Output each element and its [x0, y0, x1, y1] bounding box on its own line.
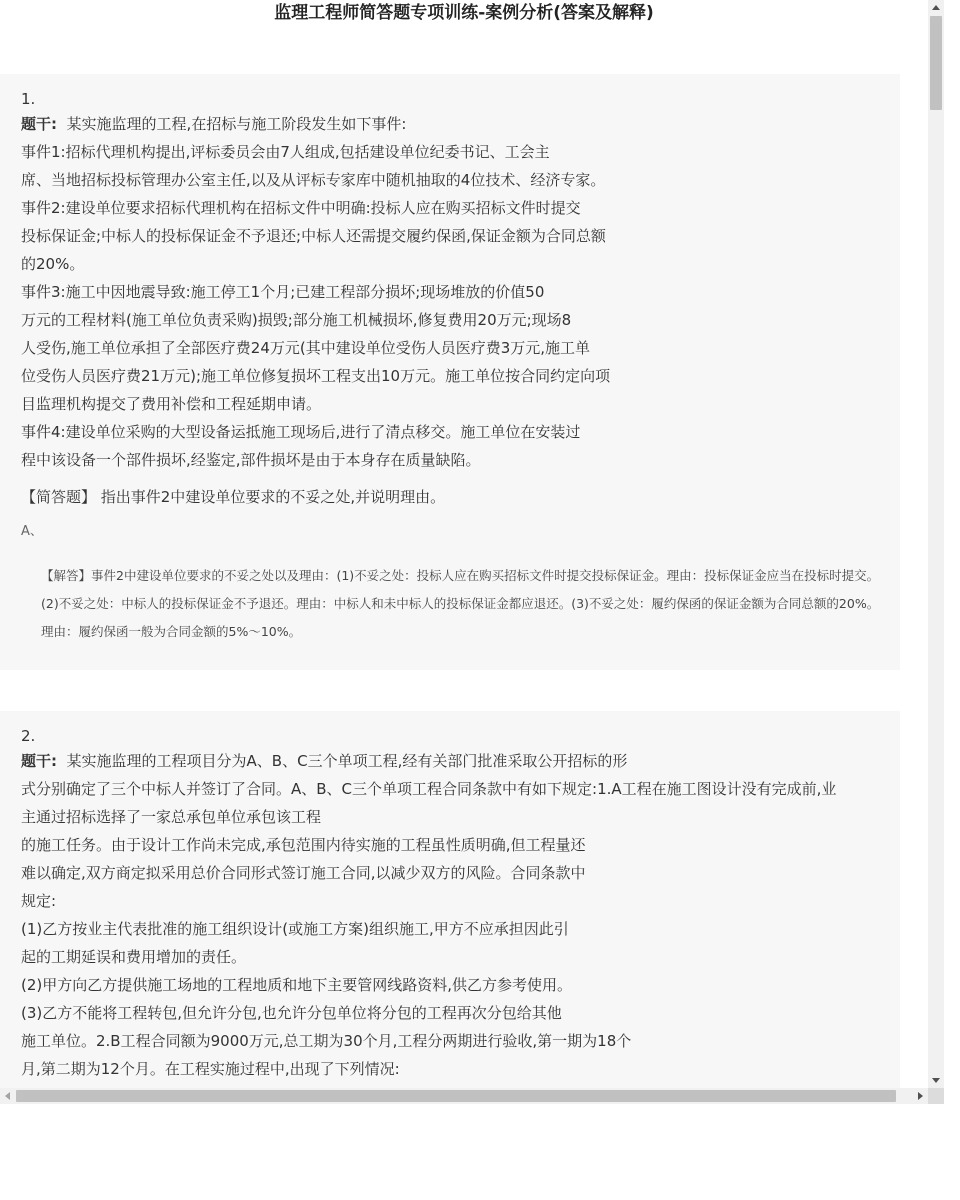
stem-line: (1)乙方按业主代表批准的施工组织设计(或施工方案)组织施工,甲方不应承担因此引 — [21, 920, 569, 938]
stem-line: 的施工任务。由于设计工作尚未完成,承包范围内待实施的工程虽性质明确,但工程量还 — [21, 836, 586, 854]
stem-line: 投标保证金;中标人的投标保证金不予退还;中标人还需提交履约保函,保证金额为合同总额 — [21, 227, 606, 245]
scroll-down-arrow-icon[interactable] — [932, 1078, 940, 1083]
vertical-scroll-thumb[interactable] — [930, 16, 942, 110]
short-answer-question: 【简答题】 指出事件2中建设单位要求的不妥之处,并说明理由。 — [21, 488, 446, 506]
page-title: 监理工程师简答题专项训练-案例分析(答案及解释) — [274, 3, 654, 23]
question-number: 2. — [21, 727, 36, 745]
scroll-right-arrow-icon[interactable] — [918, 1092, 923, 1100]
stem-line: 人受伤,施工单位承担了全部医疗费24万元(其中建设单位受伤人员医疗费3万元,施工单 — [21, 339, 591, 357]
question-number: 1. — [21, 90, 36, 108]
stem-line — [21, 747, 879, 775]
scroll-up-arrow-icon[interactable] — [932, 5, 940, 10]
stem-label: 题干: — [21, 752, 57, 770]
horizontal-scrollbar[interactable] — [0, 1088, 928, 1104]
stem-line: 难以确定,双方商定拟采用总价合同形式签订施工合同,以减少双方的风险。合同条款中 — [21, 864, 586, 882]
question-stem — [21, 110, 879, 474]
stem-line: 席、当地招标投标管理办公室主任,以及从评标专家库中随机抽取的4位技术、经济专家。 — [21, 171, 606, 189]
answer-explanation: 【解答】事件2中建设单位要求的不妥之处以及理由：(1)不妥之处：投标人应在购买招标文件时提交投标保证金。理由：投标保证金应当在投标时提交。(2)不妥之处：中标人的投标保证金不予退还。理由：中标人和未中标人的投标保证金都应退还。(3)不妥之处：履约保函的保证金额为合同总额的20%。理由：履约保函一般为合同金额的5%～10%。 — [41, 568, 880, 639]
question-card-2 — [0, 711, 900, 1088]
stem-line: 事件2:建设单位要求招标代理机构在招标文件中明确:投标人应在购买招标文件时提交 — [21, 199, 581, 217]
answer-option-a[interactable]: A、 — [21, 524, 43, 539]
stem-line — [21, 110, 879, 138]
scrollbar-corner — [928, 1088, 944, 1104]
scroll-left-arrow-icon[interactable] — [5, 1092, 10, 1100]
stem-line: 的20%。 — [21, 255, 85, 273]
stem-label: 题干: — [21, 115, 57, 133]
stem-line: 主通过招标选择了一家总承包单位承包该工程 — [21, 808, 322, 826]
stem-line: 规定: — [21, 892, 57, 910]
stem-line: 事件4:建设单位采购的大型设备运抵施工现场后,进行了清点移交。施工单位在安装过 — [21, 423, 581, 441]
stem-line: 施工单位。2.B工程合同额为9000万元,总工期为30个月,工程分两期进行验收,第一期为18个 — [21, 1032, 632, 1050]
stem-line: 万元的工程材料(施工单位负责采购)损毁;部分施工机械损坏,修复费用20万元;现场8 — [21, 311, 572, 329]
stem-line: 目监理机构提交了费用补偿和工程延期申请。 — [21, 395, 322, 413]
stem-line: 式分别确定了三个中标人并签订了合同。A、B、C三个单项工程合同条款中有如下规定:1.A工程在施工图设计没有完成前,业 — [21, 780, 837, 798]
horizontal-scroll-thumb[interactable] — [16, 1090, 896, 1102]
stem-line: 月,第二期为12个月。在工程实施过程中,出现了下列情况: — [21, 1060, 400, 1078]
stem-text: 某实施监理的工程,在招标与施工阶段发生如下事件: — [66, 115, 407, 133]
stem-line: 事件1:招标代理机构提出,评标委员会由7人组成,包括建设单位纪委书记、工会主 — [21, 143, 550, 161]
question-card-1 — [0, 74, 900, 670]
vertical-scrollbar[interactable] — [928, 0, 944, 1088]
stem-line: 程中该设备一个部件损坏,经鉴定,部件损坏是由于本身存在质量缺陷。 — [21, 451, 481, 469]
stem-line: (2)甲方向乙方提供施工场地的工程地质和地下主要管网线路资料,供乙方参考使用。 — [21, 976, 573, 994]
stem-line: 位受伤人员医疗费21万元);施工单位修复损坏工程支出10万元。施工单位按合同约定向项 — [21, 367, 611, 385]
question-stem — [21, 747, 879, 1083]
stem-line: (3)乙方不能将工程转包,但允许分包,也允许分包单位将分包的工程再次分包给其他 — [21, 1004, 562, 1022]
stem-line: 起的工期延误和费用增加的责任。 — [21, 948, 247, 966]
stem-line: 事件3:施工中因地震导致:施工停工1个月;已建工程部分损坏;现场堆放的价值50 — [21, 283, 545, 301]
stem-text: 某实施监理的工程项目分为A、B、C三个单项工程,经有关部门批准采取公开招标的形 — [66, 752, 628, 770]
